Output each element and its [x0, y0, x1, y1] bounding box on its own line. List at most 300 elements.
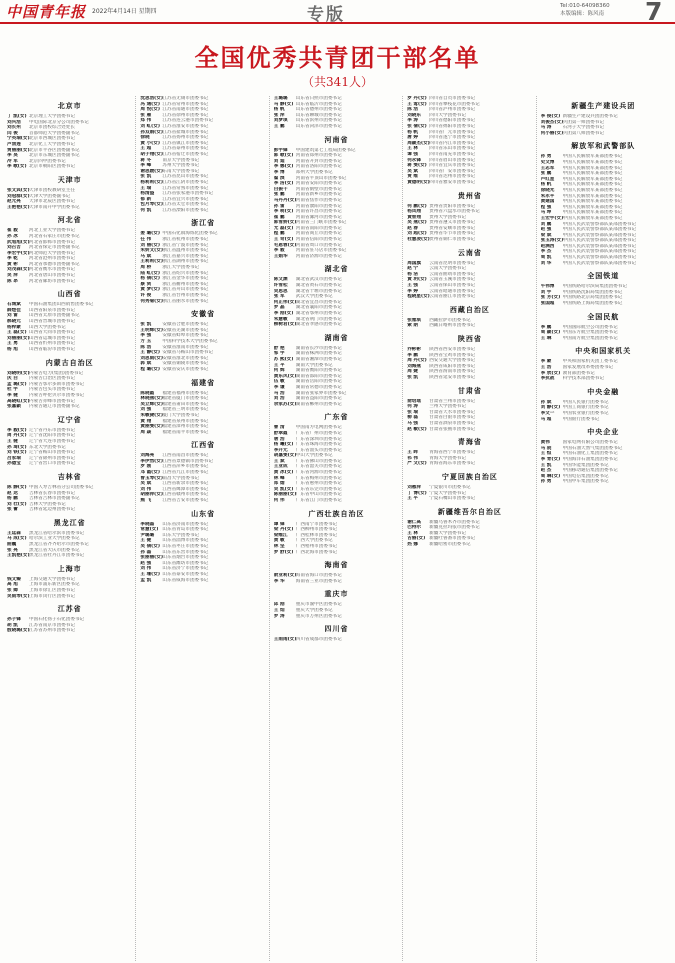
person-name: 何 鹏(女): [407, 203, 427, 209]
person-name: 程 璐(女): [140, 366, 160, 372]
region-heading: 浙江省: [191, 219, 216, 228]
person-position: 中国石油集团山西销售团委书记: [29, 302, 94, 308]
region-heading: 安徽省: [191, 310, 216, 319]
person-position: 湖北省黄石市团委书记: [295, 283, 342, 289]
person-name: 谭 锋: [273, 521, 285, 527]
masthead-logo: 中国青年报: [6, 3, 87, 21]
person-name: 刘 华: [540, 260, 552, 266]
region-heading: 黑龙江省: [53, 518, 86, 527]
person-name: 伍 敏: [273, 379, 285, 385]
region-heading: 福建省: [191, 378, 216, 387]
person-name: 索 朗: [407, 323, 418, 329]
person-name: 刘海燕: [407, 363, 421, 369]
person-name: 舒 艳: [273, 345, 285, 351]
person-position: 内蒙古通辽市团委副书记: [29, 404, 80, 410]
person-position: 北京市东城区团委副书记: [29, 153, 80, 159]
person-name: 刘 虹(女): [140, 123, 160, 129]
region-heading: 河南省: [324, 135, 349, 144]
person-name: 毛恩蓉(女): [273, 242, 297, 248]
person-position: 中国科学技术大学团委书记: [162, 338, 218, 344]
person-name: 刘 丽(女): [140, 242, 160, 248]
person-position: 中国人民解放军某部团委书记: [562, 187, 623, 193]
person-position: 河南省开封市团委书记: [295, 158, 342, 164]
region-heading: 宁夏回族自治区: [441, 472, 498, 481]
list-item: [407, 237, 532, 243]
person-position: 江苏省常州市团委书记: [162, 101, 209, 107]
person-name: 贾 维: [407, 174, 418, 180]
list-item: [140, 430, 265, 436]
person-name: 朱敏捷(女): [140, 412, 163, 418]
person-position: 内蒙古赤峰市团委书记: [29, 398, 75, 404]
person-position: 浙江省丽水市团委书记: [162, 298, 209, 304]
person-name: 常慧(女): [140, 527, 159, 533]
person-position: 海南省三亚市团委书记: [295, 578, 342, 584]
person-name: 刘思雨(女): [140, 355, 163, 361]
region-heading: 山西省: [57, 290, 82, 299]
person-position: 河南省郑州市团委书记: [295, 153, 342, 159]
person-name: 俞亚莉(女): [273, 573, 297, 579]
person-name: 姜 璐(女): [140, 231, 160, 237]
person-position: 山东省烟台市团委书记: [162, 555, 209, 561]
person-name: 赵 强: [540, 227, 552, 233]
person-name: 孙德宝: [7, 461, 21, 467]
list-item: [7, 628, 132, 634]
person-position: 广东省韶关市团委书记: [295, 464, 342, 470]
person-position: 四川大学团委书记: [429, 112, 466, 118]
person-name: 王明辉(女): [140, 327, 163, 333]
list-item: [407, 375, 532, 381]
person-position: 中国人民武装警察部队某部团委书记: [562, 227, 637, 233]
person-position: 浙江省台州市团委书记: [162, 293, 209, 298]
person-name: 何 涛: [407, 404, 418, 410]
person-name: 张 雁: [140, 112, 152, 118]
person-name: 王宏宇(女): [540, 215, 564, 221]
person-name: 何 辉: [273, 368, 285, 374]
person-position: 中国东方航空集团团委书记: [562, 330, 618, 336]
person-position: 四川省遂宁市团委书记: [429, 135, 476, 141]
person-position: 中央和国家机关团工委书记: [562, 359, 618, 365]
person-name: 杨 帆: [407, 129, 418, 135]
person-name: 李晓磊: [140, 521, 155, 527]
person-name: 吴 萍: [7, 273, 18, 279]
person-name: 蒋 雯(女): [407, 163, 427, 169]
person-name: 王璐璐: [273, 96, 288, 101]
column-divider: [269, 96, 270, 961]
newspaper-header: [0, 0, 675, 24]
person-position: 广东省梅州市团委书记: [295, 475, 342, 481]
person-name: 崔 鹏: [273, 214, 285, 220]
person-name: 王 凯: [540, 462, 552, 468]
list-item: [274, 637, 399, 643]
page-subtitle: （共341人）: [302, 75, 373, 89]
person-position: 福建省漳州市团委书记: [162, 424, 209, 430]
person-position: 西藏拉萨市团委书记: [429, 317, 471, 323]
person-name: 程晓星(女): [407, 294, 430, 300]
person-position: 安徽省蚌埠市团委书记: [162, 333, 209, 339]
person-position: 四川省内江市团委书记: [429, 140, 476, 146]
person-position: 教育部团委书记: [562, 370, 595, 376]
person-name: 曹 清: [273, 425, 285, 431]
person-name: 刘惠萍: [407, 484, 421, 490]
person-name: 赵 达: [7, 490, 18, 496]
list-item: [7, 279, 132, 285]
person-name: 李 蒙: [540, 359, 552, 365]
contact-info: [560, 2, 610, 18]
person-position: 江西省九江市团委书记: [162, 470, 209, 476]
person-name: 程 鹏: [273, 231, 285, 237]
person-name: 何永锋: [407, 157, 421, 163]
person-name: 白振千: [273, 186, 288, 192]
person-name: 张文宾(女): [7, 187, 30, 193]
person-name: 吴 凯(女): [273, 486, 294, 492]
person-position: 河北工业大学团委书记: [29, 228, 75, 234]
person-position: 河南省洛阳市团委书记: [295, 164, 342, 170]
person-name: 谢仁高: [407, 519, 421, 525]
person-name: 何秀菊(女): [140, 298, 163, 304]
person-position: 江西省鹰潭市团委书记: [162, 486, 209, 492]
person-name: 祁 伟: [407, 455, 418, 461]
person-name: 马 超: [540, 416, 552, 422]
person-position: 贵州省六盘水市团委书记: [429, 209, 480, 215]
person-name: 王廷森: [7, 530, 21, 536]
person-position: 中国人民解放军某部团委书记: [562, 199, 623, 205]
person-name: 赵 宁: [407, 266, 418, 272]
person-position: 福建省厦门市团委书记: [162, 396, 209, 402]
person-position: 湖南省株洲市团委书记: [295, 351, 342, 357]
person-name: 罗 丹(女): [407, 96, 427, 101]
person-name: 李 谦: [273, 384, 285, 390]
person-name: 马丹丹(女): [273, 197, 297, 203]
person-name: 胡嘉雯(女): [273, 453, 297, 459]
list-item: [407, 323, 532, 329]
person-name: 孙双娟(女): [140, 129, 163, 135]
person-name: 杜 宇: [7, 387, 18, 393]
person-name: 俞培瑶: [407, 398, 421, 404]
person-position: 中国人民解放军某部团委书记: [562, 165, 623, 171]
person-position: 云南省玉溪市团委书记: [429, 277, 476, 283]
person-position: 中国人民武装警察部队某部团委书记: [562, 249, 637, 255]
person-position: 山西省临汾市团委书记: [29, 347, 75, 352]
person-position: 科学技术部团委书记: [562, 376, 604, 382]
region-heading: 西藏自治区: [449, 305, 490, 314]
person-name: 李文一: [540, 410, 555, 416]
person-position: 浙江大学团委书记: [162, 265, 200, 271]
person-position: 广东省河源市团委书记: [295, 470, 342, 476]
person-position: 黑龙江省哈尔滨市团委书记: [29, 530, 85, 536]
person-position: 苏州大学团委书记: [162, 163, 200, 169]
region-heading: 河北省: [57, 216, 82, 225]
person-position: 中国农业银行团委书记: [562, 410, 609, 416]
person-position: 中国人民解放军某部团委书记: [562, 159, 623, 165]
person-position: 山东省济宁市团委书记: [162, 566, 209, 572]
person-position: 河北省沧州市团委书记: [29, 256, 75, 262]
person-position: 安徽省芜湖市团委书记: [162, 327, 209, 333]
person-position: 浙江省金华市团委书记: [162, 276, 209, 282]
person-position: 西藏日喀则市团委书记: [429, 323, 476, 329]
person-name: 吴立辉(女): [140, 401, 163, 407]
person-position: 安徽省安庆市团委书记: [162, 366, 209, 372]
person-position: 青海省海东市团委书记: [429, 461, 476, 467]
person-name: 张 芳(女): [540, 295, 561, 301]
person-name: 张 卿: [7, 588, 18, 594]
list-item: [541, 336, 666, 342]
person-name: 王 鹏: [273, 123, 285, 129]
person-name: 热 娜: [407, 542, 418, 548]
person-position: 中国南方电网团委书记: [295, 425, 342, 431]
person-position: 中国人民武装警察部队某部团委书记: [562, 243, 637, 249]
person-position: 青海大学团委书记: [429, 455, 466, 461]
list-item: [541, 301, 666, 307]
person-name: 林 坚: [273, 544, 285, 549]
person-position: 山东省日照市团委书记: [295, 96, 342, 101]
person-name: 张 蕾: [7, 507, 18, 513]
person-position: 中国工商银行团委书记: [562, 405, 609, 411]
person-name: 王 瑞: [140, 185, 152, 191]
person-position: 四川省成都市团委书记: [295, 637, 342, 643]
person-name: 张 军: [273, 294, 285, 300]
person-position: 河南省周口市团委书记: [295, 242, 342, 248]
person-name: 张 鹏: [540, 171, 552, 177]
person-name: 杨梓蒙: [7, 324, 21, 330]
person-name: 许 俊: [140, 293, 152, 298]
person-name: 冯 通(女): [140, 101, 160, 107]
person-position: 中国国际航空公司团委书记: [562, 324, 618, 330]
person-position: 山东省东营市团委书记: [162, 549, 209, 555]
person-position: 内蒙古呼伦贝尔市团委书记: [29, 392, 85, 398]
person-name: 李 毅(女): [7, 427, 27, 433]
person-position: 湖南省邵阳市团委书记: [295, 373, 342, 379]
person-position: 云南省保山市团委书记: [429, 283, 476, 289]
list-item: [407, 542, 532, 548]
person-name: 孙 斌: [540, 399, 552, 405]
person-position: 吉林省长春市团委书记: [29, 490, 75, 496]
person-name: 谭 强: [407, 151, 418, 157]
person-name: 熊 飞: [140, 498, 152, 504]
person-name: 王娟华: [273, 253, 288, 259]
list-column: [541, 96, 666, 961]
person-name: 张丽丽(女): [140, 555, 163, 561]
person-position: 山东大学团委书记: [162, 532, 200, 538]
person-position: 江西省萍乡市团委书记: [162, 464, 209, 470]
person-name: 尤 磊(女): [273, 225, 294, 231]
person-position: 湖南省岳阳市团委书记: [295, 379, 342, 385]
person-position: 广东省中山市团委书记: [295, 492, 342, 498]
person-position: 河北师范大学团委书记: [29, 250, 75, 256]
person-position: 广西梧州市团委书记: [295, 544, 338, 549]
person-name: 王 奇(女): [273, 237, 294, 243]
person-position: 江苏省张家港市团委书记: [162, 191, 213, 197]
person-position: 兰州大学团委书记: [429, 404, 466, 410]
person-position: 中国铁路上海局集团团委书记: [562, 301, 623, 307]
editor-credit: 本版编辑：陈风南: [560, 11, 605, 17]
person-position: 江苏省无锡市团委书记: [162, 96, 209, 101]
person-name: 杨 倩(女): [140, 276, 160, 282]
region-heading: 山东省: [191, 509, 216, 518]
person-name: 任 伟: [140, 237, 152, 243]
person-position: 中国南方航空集团团委书记: [562, 335, 618, 341]
person-name: 严 文(女): [407, 461, 427, 467]
person-position: 中国移动通信集团团委书记: [562, 468, 618, 474]
person-name: 林晓燕(女): [140, 396, 163, 402]
person-position: 重庆大学团委书记: [295, 607, 333, 613]
person-position: 四川省南充市团委书记: [429, 151, 476, 157]
person-position: 浙江省舟山市团委书记: [162, 287, 209, 293]
person-name: 古丽(女): [407, 536, 426, 542]
person-name: 刘 伟: [140, 486, 152, 492]
person-position: 福建省南平市团委书记: [162, 429, 209, 435]
person-name: 李 洁(女): [273, 181, 294, 187]
person-position: 江苏省昆山市团委书记: [162, 174, 209, 180]
person-name: 殷晓璐(女): [7, 628, 30, 634]
person-position: 上海市徐汇区团委书记: [29, 588, 75, 594]
person-name: 周 丹(女): [7, 433, 27, 439]
person-name: 罗 舒(女): [273, 549, 294, 555]
person-position: 甘肃省天水市团委书记: [429, 409, 476, 415]
list-item: [274, 254, 399, 260]
person-name: 赵元亮: [7, 199, 21, 205]
person-position: 上海交通大学团委书记: [29, 576, 75, 582]
list-item: [274, 124, 399, 130]
person-position: 湖北省荆门市团委书记: [295, 316, 342, 322]
person-name: 李 毅: [273, 248, 285, 254]
person-name: 柳树君(女): [273, 322, 297, 328]
person-position: 浙江省温州市团委书记: [162, 248, 209, 254]
person-position: 中国铁路北京局集团团委书记: [562, 295, 623, 301]
person-position: 中国石油天然气集团团委书记: [562, 445, 623, 451]
list-item: [407, 294, 532, 300]
person-name: 周 焱: [140, 429, 152, 435]
person-position: 兵团第八师团委书记: [562, 130, 604, 136]
list-item: [140, 578, 265, 584]
person-position: 河南省驻马店市团委书记: [295, 248, 347, 254]
person-name: 柳 磊: [407, 415, 418, 421]
person-position: 陕西省延安市团委书记: [429, 374, 476, 380]
list-item: [541, 417, 666, 423]
person-position: 辽宁省锦州市团委书记: [29, 455, 75, 461]
person-name: 宁英瑞(女): [7, 136, 30, 142]
person-name: 王 林: [407, 530, 418, 536]
person-position: 中国人民武装警察部队某部团委书记: [562, 232, 637, 238]
person-name: 陈晓霞: [140, 390, 155, 396]
person-name: 王 琳: [540, 335, 552, 341]
person-position: 中国人民武装警察部队某部团委书记: [562, 255, 637, 261]
person-name: 程 强: [540, 204, 552, 210]
person-name: 陈 浩: [407, 107, 418, 113]
person-position: 浙江省衢州市团委书记: [162, 281, 209, 287]
list-item: [140, 299, 265, 305]
person-name: 蔡 剑: [140, 281, 152, 287]
person-position: 浙江省杭州市团委书记: [162, 237, 209, 243]
person-name: 何 伟: [273, 498, 285, 504]
person-name: 舒翠霞: [273, 430, 288, 436]
person-position: 江苏省宜兴市团委书记: [162, 196, 209, 202]
person-position: 贵州省毕节市团委书记: [429, 231, 476, 237]
person-position: 山东省聊城市团委书记: [295, 112, 342, 118]
person-position: 江苏省镇江市团委书记: [162, 140, 209, 146]
person-position: 河南省鹤壁市团委书记: [295, 186, 342, 192]
person-position: 天津市南开中学团委书记: [29, 204, 80, 210]
person-name: 高晓虹(女): [7, 398, 30, 404]
person-position: 四川省自贡市团委书记: [429, 96, 476, 101]
person-position: 山东省淄博市团委书记: [162, 538, 209, 544]
person-name: 何小丽(女): [540, 130, 564, 136]
person-name: 张 萍: [273, 112, 285, 118]
person-position: 湖北省武汉市团委书记: [295, 277, 342, 283]
person-name: 郭雪娇(女): [273, 220, 297, 226]
person-position: 重庆市万州区团委书记: [295, 613, 342, 619]
person-position: 内蒙古自治区团委书记: [29, 376, 75, 382]
person-name: 陈文渊: [273, 277, 288, 283]
person-name: 刘茂森(女): [7, 267, 30, 273]
person-position: 广西柳州市团委书记: [295, 527, 338, 533]
person-name: 刘 壮(女): [7, 501, 27, 507]
person-position: 北京市平谷区团委副书记: [29, 147, 80, 153]
region-heading: 重庆市: [324, 590, 349, 599]
person-position: 四川省攀枝花市团委书记: [429, 101, 480, 107]
person-position: 云南省昆明市团委书记: [429, 260, 476, 266]
person-position: 中国人民解放军某部团委书记: [562, 193, 623, 199]
person-position: 重庆市渝中区团委书记: [295, 602, 342, 608]
person-name: 朱妍文(女): [140, 248, 163, 254]
region-heading: 云南省: [457, 248, 482, 257]
person-position: 陕西省宝鸡市团委书记: [429, 352, 476, 358]
person-position: 中国石油化工集团团委书记: [562, 451, 618, 457]
person-position: 河北省邯郸市团委书记: [29, 239, 75, 245]
person-name: 李 强: [140, 333, 152, 339]
person-name: 刘海亮: [140, 453, 155, 459]
person-position: 湖南省衡阳市团委书记: [295, 368, 342, 374]
person-position: 安徽省淮南市团委书记: [162, 344, 209, 350]
person-position: 甘肃省酒泉市团委书记: [429, 420, 476, 426]
region-heading: 北京市: [57, 102, 82, 110]
person-position: 山东省枣庄市团委书记: [162, 544, 209, 549]
person-name: 丁 博(女): [407, 490, 427, 496]
person-name: 王 超: [140, 146, 152, 152]
person-position: 山东省德州市团委书记: [295, 107, 342, 113]
person-name: 郑 熠: [273, 481, 285, 487]
person-name: 王 灿: [273, 607, 285, 613]
person-name: 王 健: [140, 538, 152, 544]
telephone: Tel:010-64098360: [560, 3, 610, 9]
list-column: [274, 96, 399, 961]
person-position: 江苏省扬州市团委书记: [162, 135, 209, 141]
person-position: 山西省忻州市团委书记: [29, 341, 75, 347]
person-name: 吕家瑞: [7, 455, 21, 461]
person-position: 中国人民解放军某部团委书记: [562, 182, 623, 188]
list-item: [274, 579, 399, 585]
person-name: 刘冠群(女): [7, 193, 30, 199]
person-position: 北京化工大学团委书记: [29, 141, 75, 147]
person-name: 刘丽丽(女): [7, 335, 30, 341]
person-name: 赵 春: [407, 225, 418, 231]
person-position: 湖南省湘潭市团委书记: [295, 356, 342, 362]
person-name: 李宏宇(女): [7, 250, 30, 256]
person-position: 海南省海口市团委书记: [295, 573, 342, 579]
person-position: 湖北省襄阳市团委书记: [295, 305, 342, 311]
region-heading: 贵州省: [457, 191, 482, 200]
person-name: 王 恒: [540, 451, 552, 457]
person-name: 丁 凯(女): [7, 114, 27, 119]
person-position: 宁夏大学团委书记: [429, 490, 466, 496]
person-position: 浙江省嘉兴市团委书记: [162, 253, 209, 259]
person-position: 新疆吐鲁番市团委书记: [429, 536, 476, 542]
person-position: 东南大学团委书记: [162, 168, 200, 174]
person-name: 李 婷: [407, 288, 418, 294]
person-name: 郑 伟: [140, 118, 152, 124]
person-name: 黄 彬: [7, 261, 18, 267]
person-name: 李 杰: [540, 249, 552, 255]
person-position: 浙江省绍兴市团委书记: [162, 270, 209, 276]
